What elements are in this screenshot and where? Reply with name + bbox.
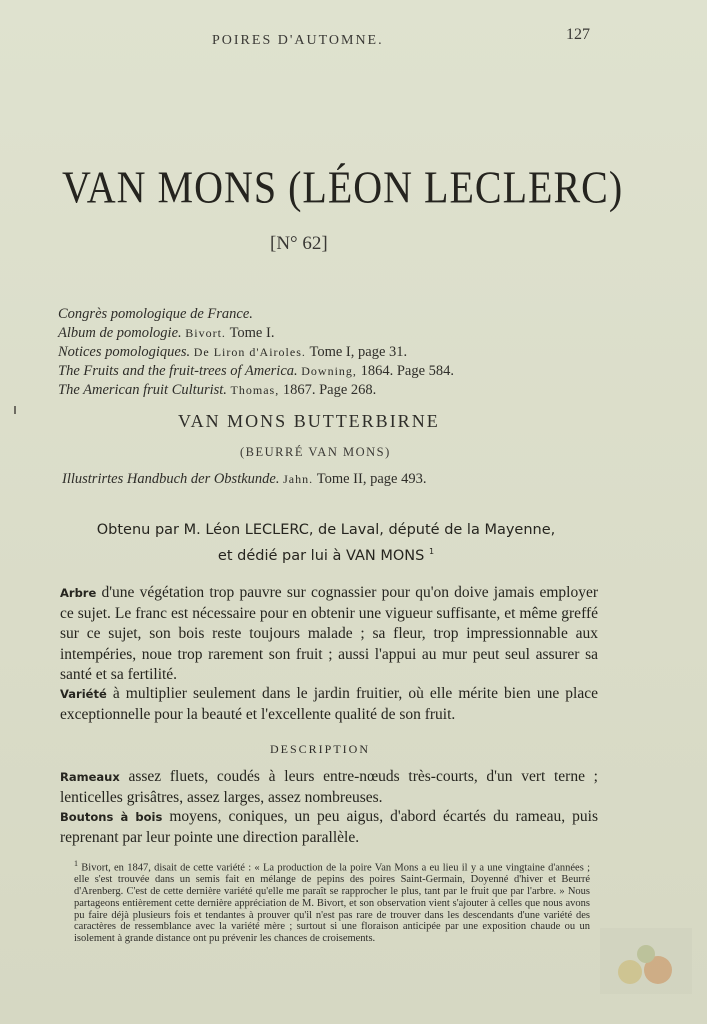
synonym-title: VAN MONS BUTTERBIRNE: [178, 411, 440, 431]
reference-list: [58, 305, 618, 400]
reference-work: Album de pomologie.: [58, 325, 182, 341]
paragraph-boutons: [60, 807, 598, 848]
reference-work: The Fruits and the fruit-trees of America.: [58, 363, 298, 379]
reference-work: Illustrirtes Handbuch der Obstkunde.: [62, 471, 280, 487]
footnote-text: Bivort, en 1847, disait de cette variété : « La production de la poire Van Mons a eu lieu il y a une vingtaine d'années ; elle s'est trouvée dans un semis fait en mélange de pepins des poires Saint-Germain, Doyenné d'hiver et Beurré d'Arenberg. C'est de cette dernière variété qu'elle me paraît se rapprocher le plus, tant par le fruit que par l'arbre. » Nous partageons entièrement cette dernière appréciation de M. Bivort, et son observation vient s'ajouter à celles que nous avons pu faire déjà plusieurs fois et tendantes à prouver qu'il n'est pas rare de trouver dans les descendants d'une variété des caractères de ressemblance avec la variété mère ; surtout si une floraison anticipée par une exposition chaude ou un isolement à grande distance ont pu prévenir les chances de croisements.: [74, 862, 590, 945]
origin-paragraph: [50, 519, 602, 567]
paragraph-text: assez fluets, coudés à leurs entre-nœuds très-courts, d'un vert terne ; lenticelles grisâtres, assez larges, assez nombreuses.: [60, 768, 598, 806]
synonym-reference: [62, 470, 622, 489]
reference-work: The American fruit Culturist.: [58, 382, 227, 398]
origin-line: [50, 541, 602, 567]
reference-author: Bivort.: [185, 326, 226, 340]
footnote: [74, 858, 590, 945]
paragraph-text: à multiplier seulement dans le jardin fruitier, où elle mérite bien une place exceptionnelle pour la beauté et l'excellente qualité de son fruit.: [60, 685, 598, 723]
paragraph-text: d'une végétation trop pauvre sur cognassier pour qu'on doive jamais employer ce sujet. Le franc est nécessaire pour en obtenir une vigueur suffisante, et même greffé sur ce sujet, son bois reste toujours malade ; sa fleur, trop impressionnable aux intempéries, noue trop rarement son fruit ; aussi l'appui au mur peut seul assurer sa santé et sa fertilité.: [60, 584, 598, 683]
reference-item: [58, 305, 618, 324]
reference-location: Tome II, page 493.: [316, 471, 427, 487]
running-head: POIRES D'AUTOMNE.: [212, 33, 384, 48]
page-number: 127: [566, 26, 590, 43]
reference-author: Downing,: [301, 364, 357, 378]
paragraph-lead: Boutons à bois: [60, 810, 163, 824]
reference-author: Jahn.: [283, 472, 314, 486]
reference-author: De Liron d'Airoles.: [193, 345, 306, 359]
reference-item: [58, 381, 618, 400]
reference-work: Notices pomologiques.: [58, 344, 191, 360]
paragraph-lead: Rameaux: [60, 770, 120, 784]
reference-location: 1864. Page 584.: [360, 363, 454, 379]
reference-location: 1867. Page 268.: [282, 382, 377, 398]
paragraph-text: moyens, coniques, un peu aigus, d'abord écartés du rameau, puis reprenant par leur pointe une direction parallèle.: [60, 808, 598, 846]
reference-item: [58, 362, 618, 381]
paragraph-lead: Arbre: [60, 586, 97, 600]
paragraph-arbre: [60, 583, 598, 686]
origin-line: Obtenu par M. Léon LECLERC, de Laval, député de la Mayenne,: [96, 522, 556, 538]
reference-item: [58, 343, 618, 362]
paragraph-variete: [60, 684, 598, 725]
description-heading: DESCRIPTION: [270, 742, 371, 756]
page-title: VAN MONS (LÉON LECLERC): [62, 161, 624, 213]
reference-location: Tome I.: [229, 325, 275, 341]
margin-mark: [14, 406, 16, 414]
reference-item: [62, 470, 622, 489]
paragraph-lead: Variété: [60, 687, 107, 701]
footnote-reference: 1: [428, 547, 435, 556]
library-watermark-logo: [600, 928, 692, 994]
origin-line-text: et dédié par lui à VAN MONS: [217, 547, 425, 564]
reference-work: Congrès pomologique de France.: [58, 306, 253, 322]
reference-item: [58, 324, 618, 343]
reference-location: Tome I, page 31.: [309, 344, 408, 360]
synonym-subtitle: (BEURRÉ VAN MONS): [240, 445, 391, 459]
paragraph-rameaux: [60, 767, 598, 808]
footnote-mark: 1: [74, 859, 78, 868]
reference-author: Thomas,: [230, 383, 280, 397]
variety-number: [N° 62]: [270, 233, 328, 254]
